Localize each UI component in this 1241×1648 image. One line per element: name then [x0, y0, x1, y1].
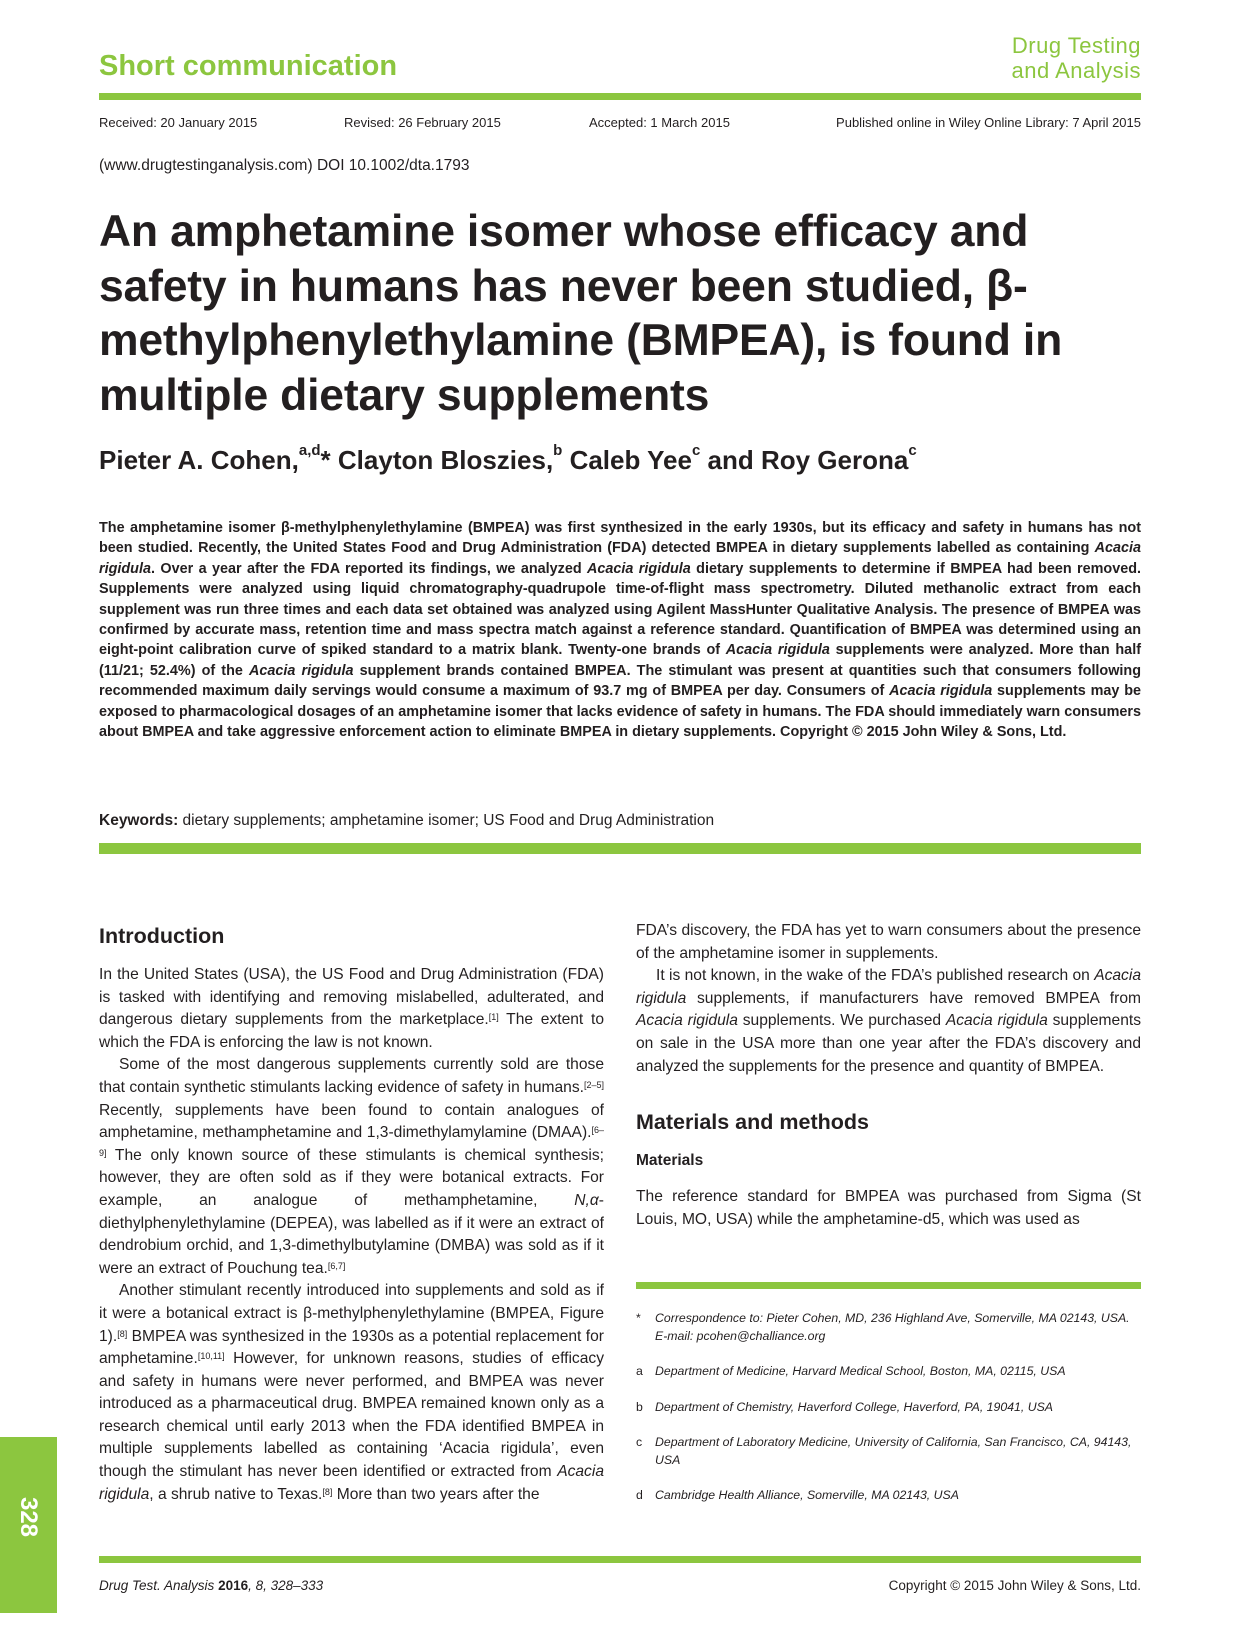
author-cohen: Pieter A. Cohen,: [99, 445, 299, 475]
paragraph-text: Some of the most dangerous supplements currently sold are those that contain synthetic stimulants lacking evidence of safety in humans.: [99, 1056, 604, 1096]
species-name: Acacia rigidula: [249, 662, 354, 679]
paragraph-text: supplements. We purchased: [737, 1012, 946, 1030]
accepted-date: Accepted: 1 March 2015: [589, 115, 730, 130]
citation[interactable]: [6,7]: [327, 1260, 346, 1271]
page-number: 328: [15, 1496, 42, 1538]
abstract: [99, 518, 1141, 742]
paragraph-text: However, for unknown reasons, studies of efficacy and safety in humans were never performed, and BMPEA was never introduced as a pharmaceutical drug. BMPEA remained known only as a research chemical until early 2013 when the FDA identified BMPEA in multiple supplements labelled as containing ‘Acacia rigidula’, even though the stimulant has never been identified or extracted from: [99, 1350, 604, 1481]
journal-name-line1: Drug Testing: [1011, 33, 1141, 58]
chemical-prefix: N,α: [574, 1191, 599, 1209]
footnote-marker: a: [636, 1364, 643, 1378]
journal-abbrev: Drug Test. Analysis: [99, 1578, 219, 1593]
author-gerona: and Roy Gerona: [700, 445, 909, 475]
journal-name-line2: and Analysis: [1011, 58, 1141, 83]
paragraph-text: supplements on sale in the USA more than one year after the FDA’s discovery and analyzed the supplements for the presence and quantity of BMPEA.: [636, 1012, 1141, 1075]
species-name: Acacia rigidula: [725, 642, 830, 659]
abstract-text: . Over a year after the FDA reported its findings, we analyzed: [150, 560, 588, 577]
body-column-right: [636, 920, 1141, 1231]
citation[interactable]: [8]: [322, 1486, 333, 1497]
affiliation-c: [636, 1434, 1141, 1469]
author-bloszies: Clayton Bloszies,: [330, 445, 554, 475]
revised-date: Revised: 26 February 2015: [344, 115, 501, 130]
title-line: methylphenylethylamine (BMPEA), is found in: [99, 316, 1063, 365]
header-rule: [99, 93, 1141, 100]
citation[interactable]: [2–5]: [583, 1079, 604, 1090]
body-paragraph: [99, 964, 604, 1054]
abstract-text: dietary supplements to determine if BMPEA had been removed. Supplements were analyzed using liquid chromatography-quadrupole time-of-flight mass spectrometry. Diluted methanolic extract from each supplement was run three times and each data set obtained was analyzed using Agilent MassHunter Qualitative Analysis. The presence of BMPEA was confirmed by accurate mass, retention time and mass spectra match against a reference standard. Quantification of BMPEA was determined using an eight-point calibration curve of spiked standard to a matrix blank. Twenty-one brands of: [99, 560, 1141, 659]
corresponding-mark: *: [320, 445, 331, 475]
paragraph-text: , a shrub native to Texas.: [149, 1485, 323, 1503]
paragraph-text: BMPEA was synthesized in the 1930s as a potential replacement for amphetamine.: [99, 1327, 604, 1368]
footnote-marker: b: [636, 1399, 643, 1414]
citation[interactable]: [6–9]: [99, 1125, 604, 1158]
correspondence-email[interactable]: E-mail: pcohen@challiance.org: [655, 1328, 826, 1343]
body-paragraph: [636, 965, 1141, 1078]
paragraph-text: -diethylphenylethylamine (DEPEA), was labelled as if it were an extract of dendrobium orchid, and 1,3-dimethylbutylamine (DMBA) was sold as if it were an extract of Pouchung tea.: [99, 1191, 604, 1277]
title-line: An amphetamine isomer whose efficacy and: [99, 207, 1029, 256]
body-column-left: [99, 922, 604, 1506]
doi-line[interactable]: (www.drugtestinganalysis.com) DOI 10.1002/dta.1793: [99, 157, 470, 174]
species-name: Acacia rigidula: [587, 560, 691, 577]
affiliation-b: [636, 1399, 1141, 1417]
keywords-text: dietary supplements; amphetamine isomer; US Food and Drug Administration: [178, 812, 715, 829]
abstract-text: The amphetamine isomer β-methylphenylethylamine (BMPEA) was first synthesized in the early 1930s, but its efficacy and safety in humans has not been studied. Recently, the United States Food and Drug Administration (FDA) detected BMPEA in dietary supplements labelled as containing: [99, 520, 1141, 557]
journal-citation: [99, 1578, 323, 1593]
paragraph-text: In the United States (USA), the US Food and Drug Administration (FDA) is tasked with identifying and removing mislabelled, adulterated, and dangerous dietary supplements from the marketplace.: [99, 966, 604, 1029]
materials-subheading: Materials: [636, 1152, 704, 1170]
article-title: [99, 205, 1141, 423]
copyright: Copyright © 2015 John Wiley & Sons, Ltd.: [888, 1578, 1141, 1593]
species-name: Acacia rigidula: [889, 683, 993, 700]
keywords: [99, 812, 714, 830]
body-paragraph: FDA’s discovery, the FDA has yet to warn consumers about the presence of the amphetamine isomer in supplements.: [636, 922, 1141, 962]
abstract-text: supplement brands contained BMPEA. The stimulant was present at quantities such that consumers following recommended maximum daily servings would consume a maximum of 93.7 mg of BMPEA per day. Consumers of: [99, 662, 1141, 700]
affiliation-text: Department of Laboratory Medicine, University of California, San Francisco, CA, 94143, USA: [655, 1435, 1132, 1467]
received-date: Received: 20 January 2015: [99, 115, 258, 130]
species-name: Acacia rigidula: [99, 1463, 604, 1503]
footnote-rule: [636, 1282, 1141, 1289]
body-paragraph: [99, 1280, 604, 1506]
species-name: Acacia rigidula: [945, 1012, 1048, 1030]
author-list: [99, 442, 917, 476]
affiliation-d: [636, 1487, 1141, 1505]
author-yee: Caleb Yee: [562, 445, 692, 475]
footnote-marker: *: [636, 1311, 641, 1325]
affiliation-a: [636, 1363, 1141, 1381]
citation-year: 2016: [218, 1578, 249, 1593]
correspondence-text: Correspondence to: Pieter Cohen, MD, 236 Highland Ave, Somerville, MA 02143, USA.: [655, 1311, 1130, 1325]
section-label: Short communication: [99, 50, 398, 82]
author-affiliation: b: [553, 442, 563, 459]
paragraph-text: Recently, supplements have been found to contain analogues of amphetamine, methamphetamine and 1,3-dimethylamylamine (DMAA).: [99, 1101, 604, 1142]
abstract-text: supplements were analyzed. More than half (11/21; 52.4%) of the: [99, 642, 1141, 679]
species-name: Acacia rigidula: [99, 540, 1141, 577]
affiliation-text: Cambridge Health Alliance, Somerville, MA 02143, USA: [655, 1488, 959, 1502]
footnotes: [636, 1310, 1141, 1523]
paragraph-text: More than two years after the: [332, 1485, 540, 1503]
author-affiliation: c: [691, 442, 701, 459]
paragraph-text: The extent to which the FDA is enforcing the law is not known.: [99, 1011, 604, 1051]
citation[interactable]: [8]: [117, 1328, 128, 1339]
affiliation-text: Department of Medicine, Harvard Medical School, Boston, MA, 02115, USA: [655, 1364, 1066, 1378]
species-name: Acacia rigidula: [636, 967, 1141, 1007]
abstract-rule: [99, 843, 1141, 854]
author-affiliation: a,d: [298, 442, 321, 459]
footnote-marker: c: [636, 1435, 643, 1449]
title-line: safety in humans has never been studied, β-: [99, 261, 1028, 311]
published-date: Published online in Wiley Online Library: 7 April 2015: [836, 115, 1141, 130]
author-affiliation: c: [908, 442, 917, 459]
paragraph-text: It is not known, in the wake of the FDA’s published research on: [656, 967, 1095, 985]
body-paragraph: The reference standard for BMPEA was purchased from Sigma (St Louis, MO, USA) while the amphetamine-d5, which was used as: [636, 1188, 1141, 1228]
citation-volume: , 8, 328–333: [248, 1578, 324, 1593]
footer-rule: [99, 1556, 1141, 1563]
title-line: multiple dietary supplements: [99, 370, 710, 420]
body-paragraph: [99, 1054, 604, 1280]
footnote-marker: d: [636, 1488, 643, 1502]
citation[interactable]: [1]: [488, 1012, 499, 1023]
paragraph-text: The only known source of these stimulants is chemical synthesis; however, they are often sold as if they were botanical extracts. For example, an analogue of methamphetamine,: [99, 1146, 604, 1209]
methods-heading: Materials and methods: [636, 1110, 869, 1135]
paragraph-text: Another stimulant recently introduced into supplements and sold as if it were a botanical extract is β-methylphenylethylamine (BMPEA, Figure 1).: [99, 1282, 604, 1345]
citation[interactable]: [10,11]: [197, 1351, 225, 1362]
abstract-text: supplements may be exposed to pharmacological dosages of an amphetamine isomer that lacks evidence of safety in humans. The FDA should immediately warn consumers about BMPEA and take aggressive enforcement action to eliminate BMPEA in dietary supplements. Copyright © 2015 John Wiley & Sons, Ltd.: [99, 683, 1141, 741]
paragraph-text: supplements, if manufacturers have removed BMPEA from: [686, 989, 1141, 1007]
keywords-label: Keywords:: [99, 812, 179, 829]
affiliation-text: Department of Chemistry, Haverford College, Haverford, PA, 19041, USA: [655, 1399, 1053, 1414]
journal-name: [1011, 33, 1141, 83]
introduction-heading: Introduction: [99, 924, 225, 948]
species-name: Acacia rigidula: [636, 1012, 738, 1030]
correspondence-note: [636, 1310, 1141, 1345]
